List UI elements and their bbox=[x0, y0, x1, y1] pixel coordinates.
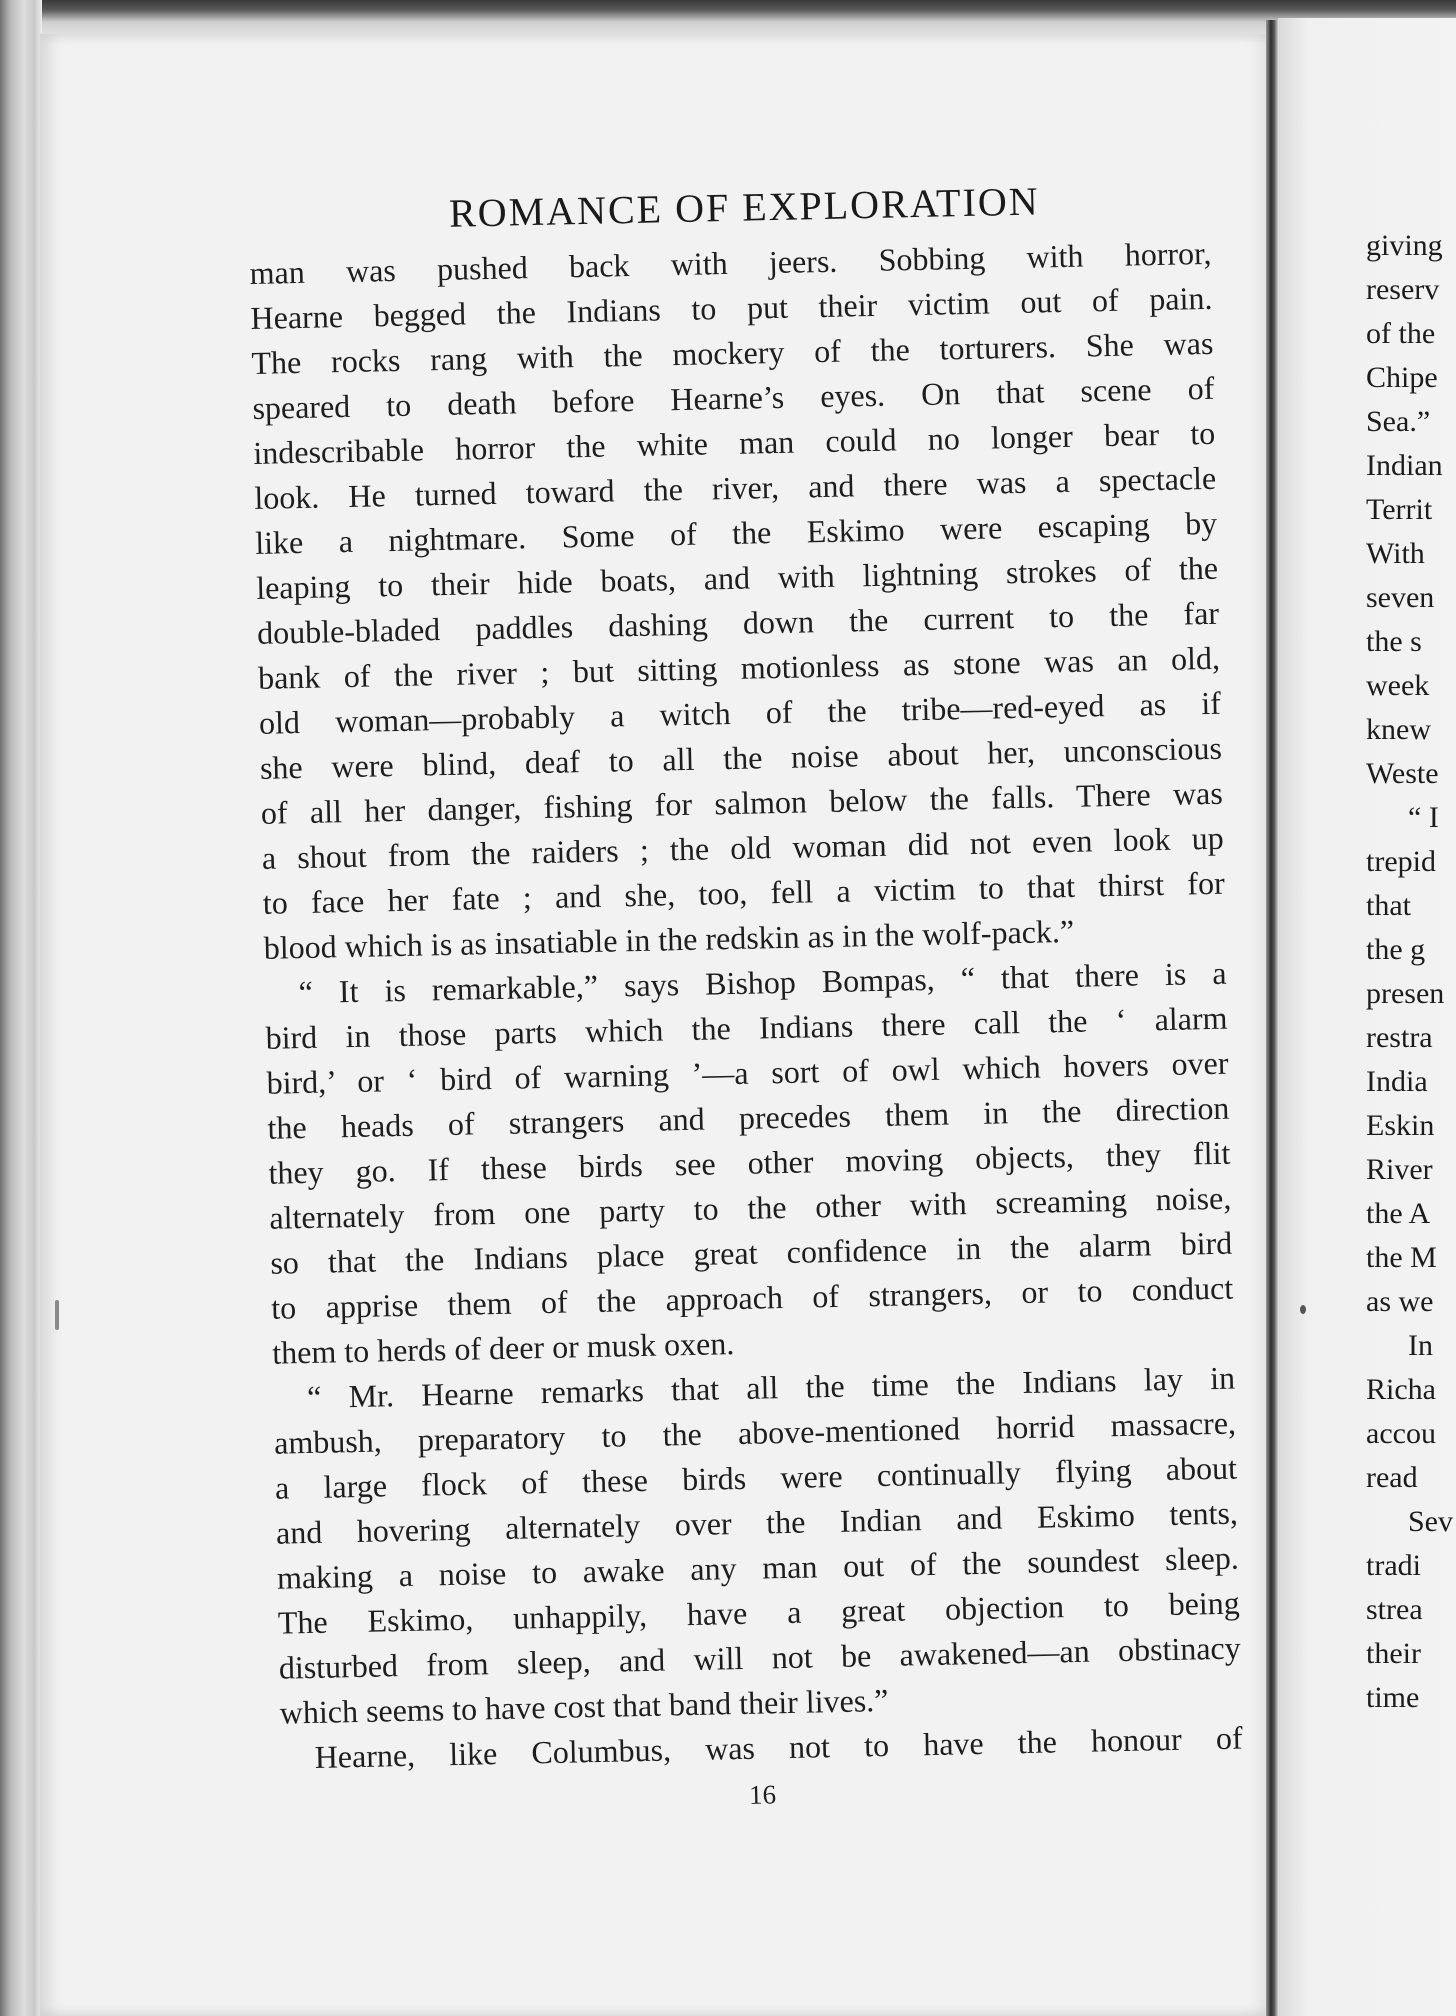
body-text bbox=[249, 231, 1243, 1781]
right-page-line: Territ bbox=[1366, 493, 1433, 526]
text-line: them to herds of deer or musk oxen. bbox=[271, 1325, 735, 1371]
text-line: bird in those parts which the Indians there call the ‘ alarm bbox=[265, 999, 1228, 1056]
text-line: disturbed from sleep, and will not be awakened—an obstinacy bbox=[278, 1629, 1242, 1686]
right-page-line: India bbox=[1366, 1065, 1428, 1098]
right-page-line: the g bbox=[1366, 933, 1426, 966]
right-page-line: River bbox=[1366, 1153, 1433, 1186]
right-page-line: giving bbox=[1366, 229, 1443, 262]
text-line: to apprise them of the approach of strangers, or to conduct bbox=[270, 1269, 1234, 1326]
text-line: the heads of strangers and precedes them in the direction bbox=[267, 1089, 1230, 1146]
text-line: a shout from the raiders ; the old woman did not even look up bbox=[261, 819, 1225, 876]
running-head: ROMANCE OF EXPLORATION bbox=[448, 178, 1041, 236]
text-line: old woman—probably a witch of the tribe—red-eyed as if bbox=[258, 684, 1222, 741]
book-gutter bbox=[1266, 20, 1278, 2016]
right-page-fragments bbox=[1366, 224, 1456, 1720]
right-page-line: “ I bbox=[1408, 801, 1439, 834]
text-line: leaping to their hide boats, and with lightning strokes of the bbox=[255, 549, 1219, 606]
right-page-line: With bbox=[1366, 537, 1425, 570]
scan-speck bbox=[1300, 1305, 1306, 1314]
text-line: “ It is remarkable,” says Bishop Bompas, “ that there is a bbox=[298, 954, 1227, 1011]
text-line: making a noise to awake any man out of the soundest sleep. bbox=[276, 1539, 1240, 1596]
text-line: they go. If these birds see other moving objects, they flit bbox=[268, 1134, 1231, 1191]
right-page-line: reserv bbox=[1366, 273, 1440, 306]
text-line: bird,’ or ‘ bird of warning ’—a sort of owl which hovers over bbox=[266, 1044, 1229, 1101]
right-page-line: restra bbox=[1366, 1021, 1433, 1054]
text-line: so that the Indians place great confidence in the alarm bird bbox=[269, 1224, 1233, 1281]
text-line: ambush, preparatory to the above-mentioned horrid massacre, bbox=[273, 1404, 1237, 1461]
text-line: Hearne begged the Indians to put their victim out of pain. bbox=[250, 279, 1213, 336]
text-line: man was pushed back with jeers. Sobbing with horror, bbox=[249, 234, 1212, 291]
right-page-line: Richa bbox=[1366, 1373, 1436, 1406]
right-page-line: the M bbox=[1366, 1241, 1437, 1274]
right-page-line: presen bbox=[1366, 977, 1445, 1010]
right-page-line: strea bbox=[1366, 1593, 1423, 1626]
text-line: The rocks rang with the mockery of the torturers. She was bbox=[251, 324, 1214, 381]
main-text-block bbox=[248, 175, 1244, 1823]
right-page-line: of the bbox=[1366, 317, 1436, 350]
right-page-line: In bbox=[1408, 1329, 1433, 1362]
right-page-line: the s bbox=[1366, 625, 1422, 658]
right-page-line: Indian bbox=[1366, 449, 1443, 482]
right-page-line: time bbox=[1366, 1681, 1420, 1714]
right-page-line: that bbox=[1366, 889, 1411, 922]
text-line: double-bladed paddles dashing down the current to the far bbox=[256, 594, 1220, 651]
right-page-line: week bbox=[1366, 669, 1430, 702]
right-page-line: accou bbox=[1366, 1417, 1436, 1450]
right-page-line: Chipe bbox=[1366, 361, 1438, 394]
text-line: to face her fate ; and she, too, fell a victim to that thirst for bbox=[262, 864, 1225, 921]
right-page-line: the A bbox=[1366, 1197, 1431, 1230]
text-line: The Eskimo, unhappily, have a great objection to being bbox=[277, 1584, 1241, 1641]
scan-speck bbox=[55, 1300, 59, 1330]
right-page-line: as we bbox=[1366, 1285, 1434, 1318]
right-page-line: read bbox=[1366, 1461, 1418, 1494]
text-line: alternately from one party to the other with screaming noise, bbox=[269, 1179, 1232, 1236]
text-line: look. He turned toward the river, and there was a spectacle bbox=[253, 459, 1217, 516]
text-line: speared to death before Hearne’s eyes. On that scene of bbox=[252, 369, 1215, 426]
right-page-line: Sev bbox=[1408, 1505, 1453, 1538]
right-page-line: their bbox=[1366, 1637, 1421, 1670]
right-page-line: Sea.” bbox=[1366, 405, 1431, 438]
page-number: 16 bbox=[748, 1779, 777, 1810]
right-page-line: Weste bbox=[1366, 757, 1439, 790]
right-page-line: Eskin bbox=[1366, 1109, 1435, 1142]
text-line: bank of the river ; but sitting motionless as stone was an old, bbox=[257, 639, 1221, 696]
right-page-text bbox=[1366, 224, 1456, 1720]
right-page-line: knew bbox=[1366, 713, 1431, 746]
text-line: Hearne, like Columbus, was not to have the honour of bbox=[314, 1719, 1243, 1775]
text-line: she were blind, deaf to all the noise about her, unconscious bbox=[259, 729, 1223, 786]
text-line: of all her danger, fishing for salmon below the falls. There was bbox=[260, 774, 1224, 831]
left-binding-edge bbox=[0, 0, 42, 2016]
right-page-line: trepid bbox=[1366, 845, 1436, 878]
text-line: indescribable horror the white man could no longer bear to bbox=[253, 414, 1216, 471]
right-page-line: seven bbox=[1366, 581, 1435, 614]
text-line: like a nightmare. Some of the Eskimo were escaping by bbox=[254, 504, 1218, 561]
text-line: blood which is as insatiable in the redskin as in the wolf-pack.” bbox=[263, 912, 1075, 966]
text-line: “ Mr. Hearne remarks that all the time the Indians lay in bbox=[306, 1359, 1236, 1416]
text-line: which seems to have cost that band their lives.” bbox=[279, 1681, 889, 1731]
text-line: and hovering alternately over the Indian and Eskimo tents, bbox=[275, 1494, 1239, 1551]
right-page-line: tradi bbox=[1366, 1549, 1421, 1582]
text-line: a large flock of these birds were continually flying about bbox=[274, 1449, 1238, 1506]
